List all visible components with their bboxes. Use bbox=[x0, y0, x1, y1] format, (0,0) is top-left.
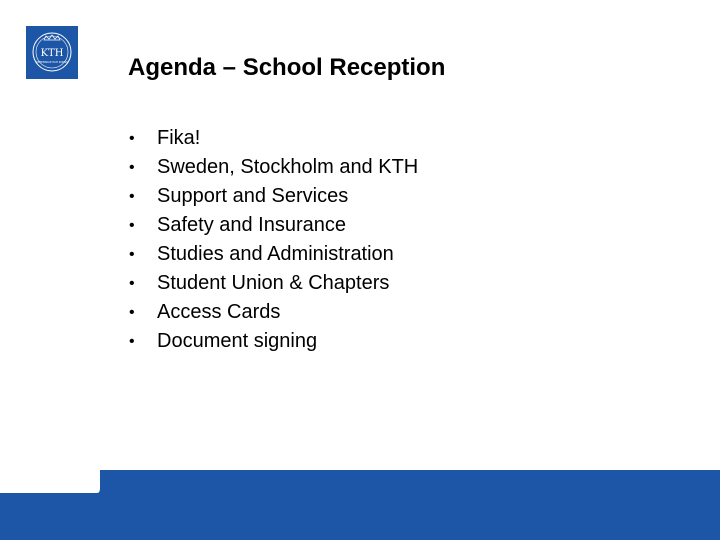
agenda-item-support bbox=[128, 182, 418, 211]
agenda-item-label: Support and Services bbox=[157, 185, 349, 207]
bullet: • bbox=[129, 332, 135, 350]
bullet: • bbox=[129, 245, 135, 263]
agenda-item-studies bbox=[128, 240, 418, 269]
bullet: • bbox=[129, 158, 135, 176]
agenda-item-document-signing bbox=[128, 327, 418, 356]
bullet: • bbox=[129, 187, 135, 205]
agenda-item-student-union bbox=[128, 269, 418, 298]
bullet: • bbox=[129, 274, 135, 292]
agenda-item-access-cards bbox=[128, 298, 418, 327]
agenda-item-label: Studies and Administration bbox=[157, 243, 394, 265]
kth-logo-icon bbox=[26, 26, 78, 79]
slide-title: Agenda – School Reception bbox=[128, 54, 446, 81]
bullet: • bbox=[129, 129, 135, 147]
agenda-item-fika bbox=[128, 124, 418, 153]
logo-subtext: VETENSKAP OCH KONST bbox=[36, 61, 68, 64]
agenda-item-label: Document signing bbox=[157, 330, 318, 352]
agenda-item-label: Sweden, Stockholm and KTH bbox=[157, 156, 419, 178]
agenda-item-label: Safety and Insurance bbox=[157, 214, 347, 236]
bullet: • bbox=[129, 216, 135, 234]
bullet: • bbox=[129, 303, 135, 321]
agenda-item-safety bbox=[128, 211, 418, 240]
agenda-item-label: Fika! bbox=[157, 127, 201, 149]
agenda-item-label: Student Union & Chapters bbox=[157, 272, 390, 294]
agenda-item-sweden bbox=[128, 153, 418, 182]
agenda-list bbox=[128, 124, 418, 356]
logo-text: KTH bbox=[40, 48, 64, 59]
footer-band bbox=[0, 470, 720, 540]
agenda-item-label: Access Cards bbox=[157, 301, 281, 323]
